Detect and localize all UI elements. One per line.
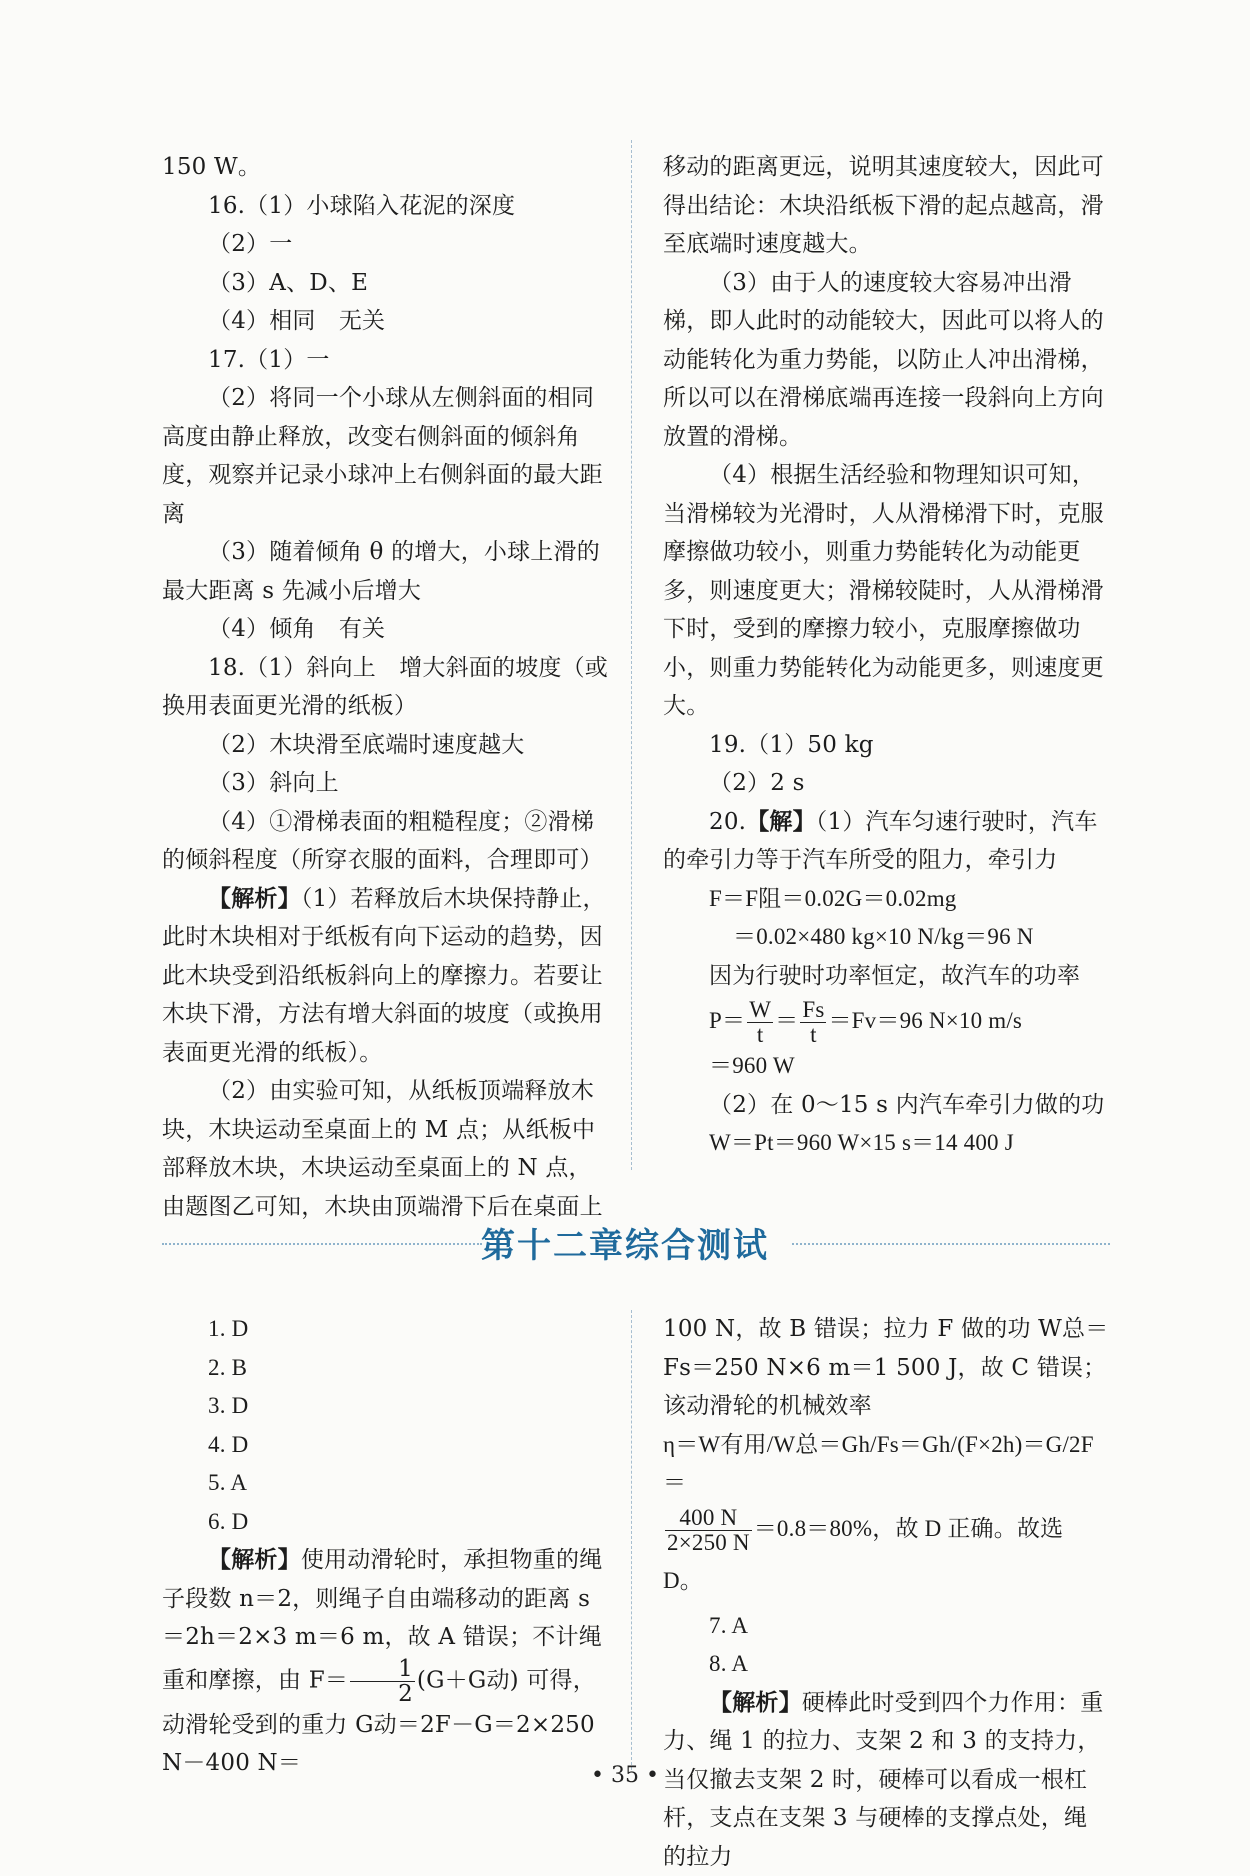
- analysis-18-3: （3）由于人的速度较大容易冲出滑梯，即人此时的动能较大，因此可以将人的动能转化为重力势能，以防止人冲出滑梯，所以可以在滑梯底端再连接一段斜向上方向放置的滑梯。: [663, 269, 1104, 450]
- answer-19-1: 19.（1）50 kg: [709, 731, 874, 758]
- answer-item: 6. D: [208, 1508, 249, 1534]
- efficiency-formula: η＝W有用/W总＝Gh/Fs＝Gh/(F×2h)＝G/2F＝: [663, 1431, 1094, 1495]
- equation-line: ＝0.02×480 kg×10 N/kg＝96 N: [733, 924, 1034, 949]
- column-divider-bottom: [631, 1310, 632, 1770]
- answer-item: 8. A: [709, 1651, 749, 1677]
- left-column-top: [162, 148, 608, 1226]
- answer-18-1: 18.（1）斜向上 增大斜面的坡度（或换用表面更光滑的纸板）: [162, 654, 609, 719]
- efficiency-result: $\frac{400 N}{2\times 250 N}$ ＝0.8＝80%，故 D 正确。故选 D。: [663, 1504, 1064, 1593]
- column-divider-top: [631, 140, 632, 1170]
- left-column-bottom: [162, 1310, 608, 1783]
- answer-19-2: （2）2 s: [709, 770, 805, 796]
- answer-item: 3. D: [208, 1393, 249, 1418]
- answer-item: 1. D: [208, 1316, 249, 1341]
- answer-item: 5. A: [208, 1470, 248, 1495]
- text-line: 移动的距离更远，说明其速度较大，因此可得出结论：木块沿纸板下滑的起点越高，滑至底端时速度越大。: [663, 154, 1104, 257]
- text-line: 因为行驶时功率恒定，故汽车的功率: [709, 962, 1081, 989]
- equation-line: W＝Pt＝960 W×15 s＝14 400 J: [709, 1130, 1014, 1156]
- page-number: • 35 •: [591, 1763, 659, 1788]
- answer-item: 7. A: [709, 1612, 749, 1638]
- fraction: $\frac{W}{t}$: [749, 997, 772, 1048]
- fraction: $\frac{400 N}{2\times 250 N}$: [667, 1504, 750, 1555]
- answer-18-2: （2）木块滑至底端时速度越大: [208, 731, 525, 758]
- text-line: 150 W。: [162, 154, 262, 180]
- answer-17-3: （3）随着倾角 θ 的增大，小球上滑的最大距离 s 先减小后增大: [162, 539, 600, 604]
- analysis-label: 【解析】: [208, 884, 301, 912]
- analysis-6: 【解析】使用动滑轮时，承担物重的绳子段数 n＝2，则绳子自由端移动的距离 s＝2h＝2×3 m＝6 m，故 A 错误；不计绳重和摩擦，由 F＝ $\frac{1}{2}$ (G＋G动) 可得，动滑轮受到的重力 G动＝2F－G＝2×250 N－400 N＝: [162, 1546, 603, 1776]
- text-line: 100 N，故 B 错误；拉力 F 做的功 W总＝Fs＝250 N×6 m＝1 500 J，故 C 错误；该动滑轮的机械效率: [663, 1316, 1109, 1419]
- analysis-8: 【解析】硬棒此时受到四个力作用：重力、绳 1 的拉力、支架 2 和 3 的支持力，当仅撤去支架 2 时，硬棒可以看成一根杠杆，支点在支架 3 与硬棒的支撑点处，绳的拉力: [663, 1688, 1104, 1870]
- answer-16-2: （2）一: [208, 231, 293, 257]
- answer-16-1: 16.（1）小球陷入花泥的深度: [208, 192, 516, 219]
- right-column-top: [663, 148, 1109, 1163]
- answer-17-2: （2）将同一个小球从左侧斜面的相同高度由静止释放，改变右侧斜面的倾斜角度，观察并记录小球冲上右侧斜面的最大距离: [162, 385, 603, 527]
- answer-18-4: （4）①滑梯表面的粗糙程度；②滑梯的倾斜程度（所穿衣服的面料，合理即可）: [162, 808, 603, 873]
- answer-16-4: （4）相同 无关: [208, 308, 386, 334]
- fraction: $\frac{1}{2}$: [350, 1657, 415, 1706]
- analysis-18-4: （4）根据生活经验和物理知识可知，当滑梯较为光滑时，人从滑梯滑下时，克服摩擦做功较小，则重力势能转化为动能更多，则速度更大；滑梯较陡时，人从滑梯滑下时，受到的摩擦力较小，克服摩擦做功小，则重力势能转化为动能更多，则速度更大。: [663, 462, 1104, 719]
- answer-17-4: （4）倾角 有关: [208, 616, 386, 642]
- answer-18-3: （3）斜向上: [208, 770, 339, 796]
- analysis-label: 【解析】: [208, 1546, 301, 1573]
- chapter-title: 第十二章综合测试: [481, 1226, 769, 1266]
- text-line: （2）在 0～15 s 内汽车牵引力做的功: [709, 1091, 1105, 1118]
- equation-line: ＝960 W: [709, 1053, 795, 1079]
- fraction: $\frac{Fs}{t}$: [802, 997, 825, 1048]
- equation-line: P＝ $\frac{W}{t}$ ＝ $\frac{Fs}{t}$ ＝Fv＝96 N×10 m/s: [709, 997, 1023, 1048]
- answer-20-intro: 20.【解】（1）汽车匀速行驶时，汽车的牵引力等于汽车所受的阻力，牵引力: [663, 807, 1098, 873]
- answer-16-3: （3）A、D、E: [208, 269, 369, 296]
- analysis-label: 【解析】: [709, 1688, 802, 1716]
- equation-line: F＝F阻＝0.02G＝0.02mg: [709, 885, 957, 911]
- right-column-bottom: [663, 1310, 1109, 1876]
- answer-item: 2. B: [208, 1354, 248, 1380]
- solution-label: 【解】: [746, 807, 816, 835]
- analysis-18-part1: 【解析】（1）若释放后木块保持静止，此时木块相对于纸板有向下运动的趋势，因此木块受到沿纸板斜向上的摩擦力。若要让木块下滑，方法有增大斜面的坡度（或换用表面更光滑的纸板）。: [162, 884, 606, 1066]
- analysis-18-part2: （2）由实验可知，从纸板顶端释放木块，木块运动至桌面上的 M 点；从纸板中部释放木块，木块运动至桌面上的 N 点，由题图乙可知，木块由顶端滑下后在桌面上: [162, 1078, 603, 1220]
- answer-17-1: 17.（1）一: [208, 346, 330, 373]
- answer-item: 4. D: [208, 1431, 249, 1457]
